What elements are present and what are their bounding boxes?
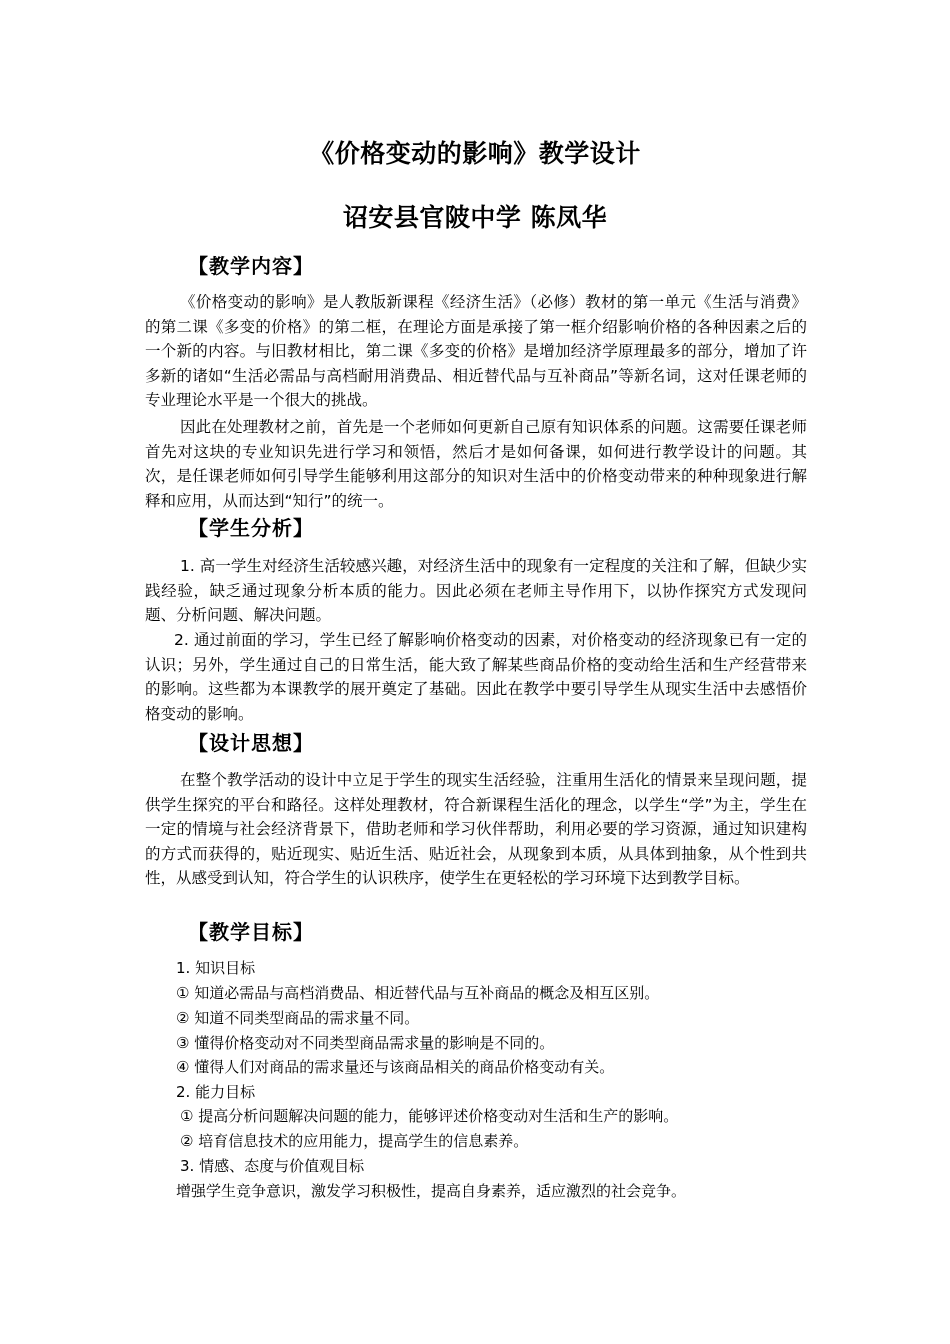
goal-knowledge-item: ① 知道必需品与高档消费品、相近替代品与互补商品的概念及相互区别。 xyxy=(176,984,660,1002)
heading-student-analysis: 【学生分析】 xyxy=(188,516,314,540)
heading-teaching-goals: 【教学目标】 xyxy=(188,920,314,944)
heading-design-ideas: 【设计思想】 xyxy=(188,731,314,755)
document-title: 《价格变动的影响》教学设计 xyxy=(309,139,641,168)
content-paragraph-1: 《价格变动的影响》是人教版新课程《经济生活》（必修）教材的第一单元《生活与消费》的第二课《多变的价格》的第二框，在理论方面是承接了第一框介绍影响价格的各种因素之后的一个新的内容。与旧教材相比，第二课《多变的价格》是增加经济学原理最多的部分，增加了许多新的诸如“生活必需品与高档耐用消费品、相近替代品与互补商品”等新名词，这对任课老师的专业理论水平是一个很大的挑战。 xyxy=(145,293,807,409)
goal-knowledge-heading: 1. 知识目标 xyxy=(176,959,256,977)
goal-emotion-heading: 3. 情感、态度与价值观目标 xyxy=(180,1157,365,1175)
heading-teaching-content: 【教学内容】 xyxy=(188,254,314,278)
goal-ability-item: ① 提高分析问题解决问题的能力，能够评述价格变动对生活和生产的影响。 xyxy=(180,1107,679,1125)
goal-knowledge-item: ③ 懂得价格变动对不同类型商品需求量的影响是不同的。 xyxy=(176,1034,555,1052)
author-line: 诏安县官陂中学 陈凤华 xyxy=(342,203,608,232)
goal-emotion-item: 增强学生竞争意识，激发学习积极性，提高自身素养，适应激烈的社会竞争。 xyxy=(176,1182,687,1200)
design-paragraph: 在整个教学活动的设计中立足于学生的现实生活经验，注重用生活化的情景来呈现问题，提供学生探究的平台和路径。这样处理教材，符合新课程生活化的理念，以学生“学”为主，学生在一定的情境与社会经济背景下，借助老师和学习伙伴帮助，利用必要的学习资源，通过知识建构的方式而获得的，贴近现实、贴近生活、贴近社会，从现象到本质，从具体到抽象，从个性到共性，从感受到认知，符合学生的认识秩序，使学生在更轻松的学习环境下达到教学目标。 xyxy=(145,771,807,887)
students-paragraph-2: 2. 通过前面的学习，学生已经了解影响价格变动的因素，对价格变动的经济现象已有一定的认识；另外，学生通过自己的日常生活，能大致了解某些商品价格的变动给生活和生产经营带来的影响。这些都为本课教学的展开奠定了基础。因此在教学中要引导学生从现实生活中去感悟价格变动的影响。 xyxy=(145,631,807,723)
students-paragraph-1: 1. 高一学生对经济生活较感兴趣，对经济生活中的现象有一定程度的关注和了解，但缺少实践经验，缺乏通过现象分析本质的能力。因此必须在老师主导作用下，以协作探究方式发现问题、分析问题、解决问题。 xyxy=(145,557,807,624)
goal-knowledge-item: ④ 懂得人们对商品的需求量还与该商品相关的商品价格变动有关。 xyxy=(176,1058,615,1076)
goal-ability-heading: 2. 能力目标 xyxy=(176,1083,256,1101)
content-paragraph-2: 因此在处理教材之前，首先是一个老师如何更新自己原有知识体系的问题。这需要任课老师首先对这块的专业知识先进行学习和领悟，然后才是如何备课，如何进行教学设计的问题。其次，是任课老师如何引导学生能够利用这部分的知识对生活中的价格变动带来的种种现象进行解释和应用，从而达到“知行”的统一。 xyxy=(145,418,807,510)
goal-ability-item: ② 培育信息技术的应用能力，提高学生的信息素养。 xyxy=(180,1132,529,1150)
goal-knowledge-item: ② 知道不同类型商品的需求量不同。 xyxy=(176,1009,420,1027)
